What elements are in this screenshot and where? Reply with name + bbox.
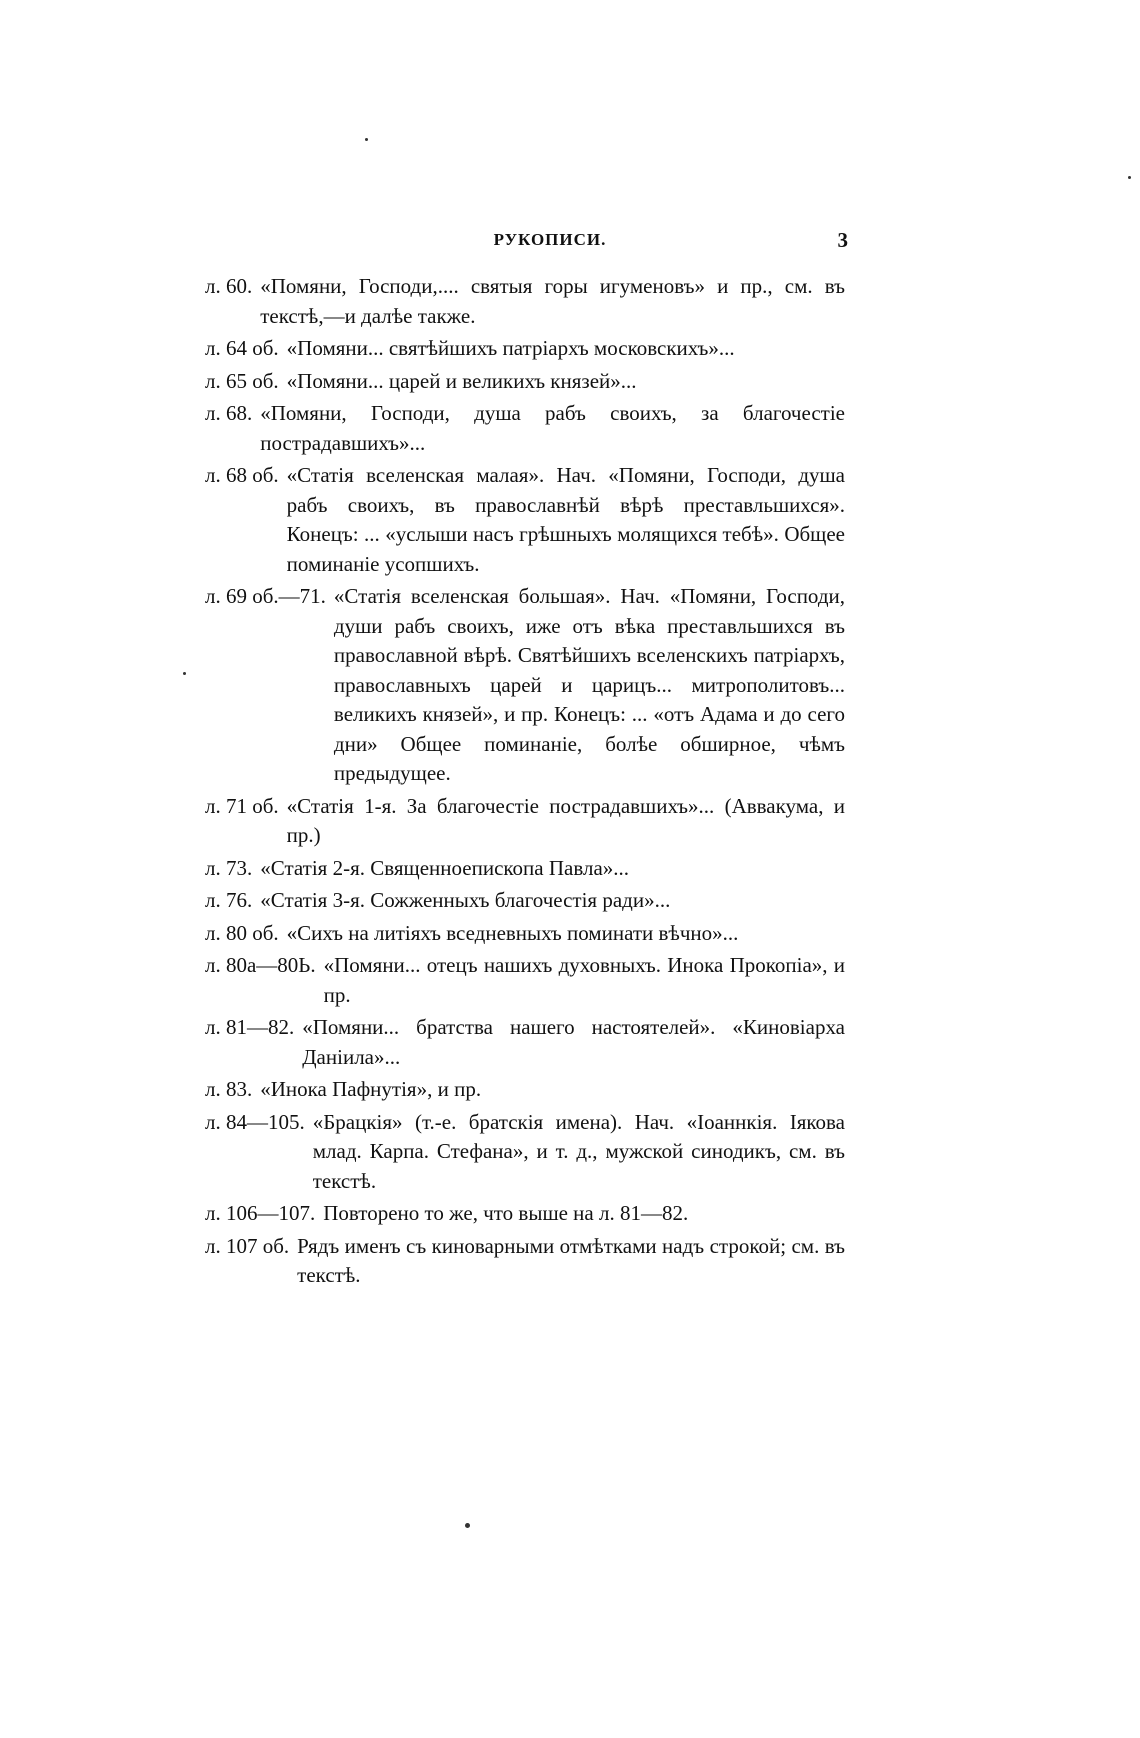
folio-reference: л. 64 об. bbox=[205, 336, 279, 360]
folio-description: «Помяни, Господи, душа рабъ своихъ, за благочестіе пострадавшихъ»... bbox=[260, 401, 845, 455]
ink-speck bbox=[1128, 176, 1131, 179]
running-head bbox=[252, 230, 848, 260]
folio-entry bbox=[205, 582, 845, 789]
folio-entry bbox=[205, 367, 845, 397]
folio-description: Рядъ именъ съ киноварными отмѣтками надъ строкой; см. въ текстѣ. bbox=[297, 1233, 845, 1287]
folio-reference: л. 76. bbox=[205, 888, 253, 912]
folio-reference: л. 83. bbox=[205, 1077, 253, 1101]
ink-speck bbox=[465, 1523, 470, 1528]
folio-entry bbox=[205, 854, 845, 884]
folio-reference: л. 80 об. bbox=[205, 920, 279, 945]
folio-reference: л. 73. bbox=[205, 855, 253, 880]
folio-reference: л. 80а—80Ь. bbox=[205, 953, 316, 977]
folio-reference: л. 68 об. bbox=[205, 463, 279, 487]
folio-reference: л. 68. bbox=[205, 401, 253, 425]
page-number: 3 bbox=[837, 228, 848, 252]
folio-reference: л. 65 об. bbox=[205, 368, 279, 393]
folio-description: Повторено то же, что выше на л. 81—82. bbox=[323, 1201, 689, 1225]
folio-description: «Помяни, Господи,.... святыя горы игуменовъ» и пр., см. въ текстѣ,—и далѣе также. bbox=[260, 274, 845, 328]
folio-entry bbox=[205, 334, 845, 364]
folio-description: «Сихъ на литіяхъ вседневныхъ поминати вѣчно»... bbox=[286, 920, 739, 945]
folio-description: «Статія вселенская малая». Нач. «Помяни, Господи, душа рабъ своихъ, въ православнѣй вѣрѣ преставльшихся». Конецъ: ... «услыши насъ грѣшныхъ молящихся тебѣ». Общее поминаніе усопшихъ. bbox=[286, 463, 845, 576]
folio-entry bbox=[205, 1108, 845, 1197]
folio-description: «Инока Пафнутія», и пр. bbox=[260, 1077, 482, 1101]
manuscript-folio-list bbox=[205, 272, 845, 1294]
folio-entry bbox=[205, 951, 845, 1010]
folio-entry bbox=[205, 919, 845, 949]
folio-entry bbox=[205, 1199, 845, 1229]
folio-entry bbox=[205, 272, 845, 331]
folio-entry bbox=[205, 1075, 845, 1105]
folio-description: «Помяни... святѣйшихъ патріархъ московскихъ»... bbox=[286, 336, 735, 360]
folio-description: «Статія 3-я. Сожженныхъ благочестія ради»... bbox=[260, 888, 671, 912]
folio-entry bbox=[205, 1013, 845, 1072]
running-title: РУКОПИСИ. bbox=[493, 230, 607, 249]
folio-description: «Помяни... царей и великихъ князей»... bbox=[286, 368, 637, 393]
folio-entry bbox=[205, 792, 845, 851]
folio-reference: л. 69 об.—71. bbox=[205, 584, 326, 608]
ink-speck bbox=[183, 672, 186, 675]
folio-reference: л. 84—105. bbox=[205, 1109, 305, 1134]
folio-description: «Статія 1-я. За благочестіе пострадавшихъ»... (Аввакума, и пр.) bbox=[286, 793, 845, 847]
folio-entry bbox=[205, 1232, 845, 1291]
folio-reference: л. 81—82. bbox=[205, 1015, 295, 1039]
folio-reference: л. 71 об. bbox=[205, 793, 279, 818]
folio-description: «Статія вселенская большая». Нач. «Помяни, Господи, души рабъ своихъ, иже отъ вѣка преставльшихся въ православной вѣрѣ. Святѣйшихъ вселенскихъ патріархъ, православныхъ царей и царицъ... митрополитовъ... великихъ князей», и пр. Конецъ: ... «отъ Адама и до сего дни» Общее поминаніе, болѣе обширное, чѣмъ предыдущее. bbox=[333, 584, 845, 785]
folio-entry bbox=[205, 461, 845, 579]
ink-speck bbox=[365, 138, 368, 141]
folio-description: «Помяни... отецъ нашихъ духовныхъ. Инока Прокопіа», и пр. bbox=[323, 953, 845, 1007]
folio-reference: л. 60. bbox=[205, 274, 253, 298]
folio-entry bbox=[205, 886, 845, 916]
folio-reference: л. 106—107. bbox=[205, 1201, 316, 1225]
folio-reference: л. 107 об. bbox=[205, 1233, 290, 1258]
folio-description: «Статія 2-я. Священноепископа Павла»... bbox=[260, 855, 630, 880]
folio-entry bbox=[205, 399, 845, 458]
folio-description: «Помяни... братства нашего настоятелей». «Киновіарха Даніила»... bbox=[302, 1015, 845, 1069]
folio-description: «Брацкія» (т.-е. братскія имена). Нач. «Іоаннкія. Іякова млад. Карпа. Стефана», и т. д., мужской синодикъ, см. въ текстѣ. bbox=[312, 1109, 845, 1193]
